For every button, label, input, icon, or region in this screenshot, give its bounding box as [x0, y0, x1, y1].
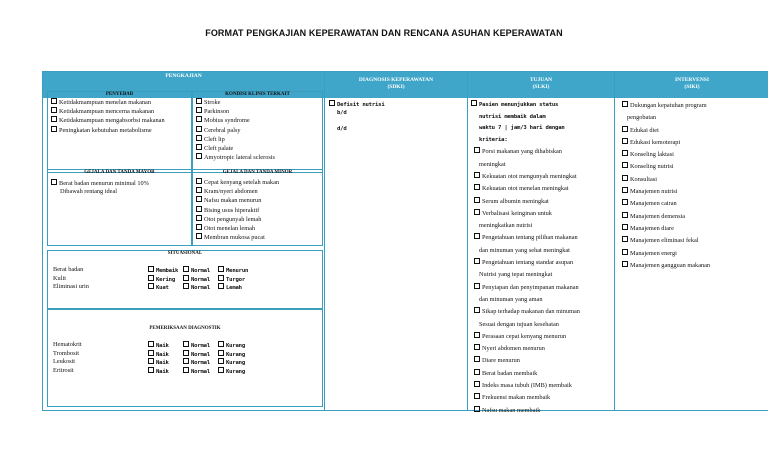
checklist-item: [471, 171, 613, 183]
diagnostik-section: [47, 309, 323, 407]
row-label: Berat badan: [53, 266, 84, 273]
checklist-item: [193, 126, 322, 135]
checklist-item-cont: Sesuai dengan tujuan kesehatan: [479, 320, 559, 328]
checklist-item: [619, 174, 768, 186]
mayor-item: Dibawah rentang ideal: [60, 188, 117, 196]
option-label: Naik: [156, 360, 169, 366]
checklist-item: [619, 125, 768, 137]
option-row: [48, 283, 322, 292]
checklist-item-cont: meningkat: [479, 160, 506, 168]
item-label: Manajemen nutrisi: [630, 188, 678, 196]
checkbox[interactable]: [218, 367, 224, 373]
row-label: Eliminasi urin: [53, 283, 89, 290]
checkbox[interactable]: [474, 381, 480, 387]
checkbox[interactable]: [218, 350, 224, 356]
option-label: Kurang: [226, 368, 246, 375]
header-label: PENGKAJIAN: [165, 73, 202, 79]
checklist-item: [471, 146, 613, 158]
checklist-item: [619, 186, 768, 198]
item-label: Cleft lip: [204, 135, 225, 143]
option-lemah[interactable]: [218, 283, 242, 292]
checkbox[interactable]: [474, 209, 480, 215]
option-label: Kuat: [156, 285, 169, 291]
checklist-item: [193, 116, 322, 125]
checkbox[interactable]: [196, 187, 202, 193]
checkbox[interactable]: [148, 341, 154, 347]
checkbox[interactable]: [51, 116, 57, 122]
checkbox[interactable]: [622, 212, 628, 218]
intervensi-list: [619, 100, 768, 272]
checkbox[interactable]: [148, 283, 154, 289]
kondisi-section: [192, 91, 323, 173]
diagnostik-rows: [48, 341, 322, 375]
checklist-item-cont: pengobatan: [627, 114, 657, 122]
checklist-item: [471, 232, 613, 244]
item-label: Cepat kenyang setelah makan: [204, 179, 280, 186]
item-label: Nyeri abdomen menurun: [482, 345, 545, 353]
tujuan-intro-line: [471, 123, 613, 135]
checkbox[interactable]: [329, 100, 335, 106]
checklist-item: [193, 206, 322, 215]
checkbox[interactable]: [51, 107, 57, 113]
checkbox[interactable]: [183, 341, 189, 347]
checklist-item: [619, 235, 768, 247]
option-row: [48, 350, 322, 359]
checklist-item: [471, 355, 613, 367]
option-label: Normal: [191, 360, 211, 366]
checkbox[interactable]: [196, 224, 202, 230]
item-label: Berat badan membaik: [482, 369, 538, 377]
kondisi-list: [193, 98, 322, 162]
option-kurang[interactable]: [218, 367, 245, 376]
item-label: Bising usus hiperaktif: [204, 206, 260, 214]
checkbox[interactable]: [474, 344, 480, 350]
checkbox[interactable]: [196, 233, 202, 239]
mayor-item: [48, 179, 191, 188]
checklist-item: [619, 248, 768, 260]
section-title: GEJALA DAN TANDA MINOR: [222, 170, 293, 175]
checkbox[interactable]: [474, 369, 480, 375]
situasional-section: [47, 250, 323, 309]
diagnosis-dd: d/d: [337, 126, 347, 133]
item-label: Frekuensi makan membaik: [482, 394, 551, 402]
checklist-item: [471, 380, 613, 392]
checklist-item: [471, 331, 613, 343]
checklist-item: [193, 153, 322, 162]
column-divider: [324, 72, 325, 410]
option-label: Membaik: [156, 268, 179, 274]
checkbox[interactable]: [183, 283, 189, 289]
checklist-item: [193, 224, 322, 233]
option-row: [48, 266, 322, 275]
penyebab-list: [48, 98, 191, 135]
item-label: Ketidakmampuan mengabsorbsi makanan: [59, 117, 165, 125]
item-label: Nafsu makan membaik: [482, 406, 541, 414]
intervensi-column: [619, 100, 768, 272]
item-label: Kekuatan otot mengunyah meningkat: [482, 172, 577, 180]
checkbox[interactable]: [196, 107, 202, 113]
checkbox[interactable]: [474, 258, 480, 264]
checkbox[interactable]: [622, 138, 628, 144]
checkbox[interactable]: [196, 215, 202, 221]
item-label: Dukungan kepatuhan program: [630, 102, 707, 109]
option-label: Normal: [191, 351, 211, 358]
item-label: Ketidakmampuan mencerna makanan: [59, 108, 155, 116]
checkbox[interactable]: [196, 126, 202, 132]
intro-text: waktu 7 | jam/3 hari dengan: [479, 125, 565, 132]
checklist-item: [619, 100, 768, 112]
checkbox[interactable]: [474, 393, 480, 399]
item-label: Diare menurun: [482, 357, 520, 365]
item-label: Otot menelan lemah: [204, 225, 256, 233]
intro-text: Pasien menunjukkan status: [479, 102, 559, 108]
checkbox[interactable]: [474, 197, 480, 203]
row-label: Eritrosit: [53, 366, 74, 374]
column-divider: [614, 72, 615, 410]
option-label: Naik: [156, 343, 169, 349]
checkbox[interactable]: [183, 266, 189, 272]
checklist-item: [193, 107, 322, 116]
checklist-item: [193, 178, 322, 187]
mayor-section: [47, 169, 192, 246]
checklist-item: [48, 126, 191, 135]
option-label: Normal: [191, 343, 211, 349]
checklist-item: [471, 208, 613, 220]
checkbox[interactable]: [622, 187, 628, 193]
checkbox[interactable]: [474, 283, 480, 289]
section-title: KONDISI KLINIS TERKAIT: [225, 92, 290, 97]
checkbox[interactable]: [622, 101, 628, 107]
option-row: [48, 275, 322, 284]
checklist-item: [471, 282, 613, 294]
item-label: Edukasi kemoterapi: [630, 138, 681, 146]
header-tujuan: [468, 72, 614, 98]
option-label: Naik: [156, 368, 169, 375]
item-label: Manajemen diare: [630, 224, 674, 232]
checkbox[interactable]: [196, 135, 202, 141]
diagnosis-bd: b/d: [337, 110, 347, 117]
section-title: GEJALA DAN TANDA MAYOR: [84, 170, 155, 175]
checkbox[interactable]: [471, 100, 477, 106]
row-label: Trombosit: [53, 349, 80, 357]
checkbox[interactable]: [148, 358, 154, 364]
checkbox[interactable]: [622, 175, 628, 181]
checklist-item: [193, 98, 322, 107]
header-diagnosis: [325, 72, 467, 98]
checklist-item: [471, 257, 613, 269]
checkbox[interactable]: [622, 261, 628, 267]
checkbox[interactable]: [218, 266, 224, 272]
section-title: PENYEBAB: [105, 92, 134, 97]
section-title: PEMERIKSAAN DIAGNOSTIK: [149, 326, 221, 331]
item-label: Pengetahuan tentang pilihan makanan: [482, 234, 578, 242]
checkbox[interactable]: [474, 332, 480, 338]
checklist-item-cont: Nutrisi yang tepat meningkat: [479, 271, 553, 279]
mayor-line: Berat badan menurun minimal 10%: [59, 180, 149, 187]
checkbox[interactable]: [51, 126, 57, 132]
checkbox[interactable]: [196, 116, 202, 122]
item-label: Manajemen eliminasi fekal: [630, 237, 699, 245]
checkbox[interactable]: [148, 275, 154, 281]
item-label: Manajemen demensia: [630, 212, 686, 220]
checklist-item: [193, 215, 322, 224]
item-label: Kram/nyeri abdomen: [204, 188, 258, 196]
option-row: [48, 358, 322, 367]
checklist-item: [471, 368, 613, 380]
item-label: Cerebral palsy: [204, 126, 241, 134]
item-label: Ketidakmampuan menelan makanan: [59, 99, 151, 106]
checklist-item: [471, 196, 613, 208]
item-label: Parkinson: [204, 108, 230, 116]
checkbox[interactable]: [474, 307, 480, 313]
checklist-item: [619, 223, 768, 235]
item-label: Kekuatan otot menelan meningkat: [482, 185, 569, 193]
checkbox[interactable]: [474, 356, 480, 362]
item-label: Manajemen gangguan makanan: [630, 261, 711, 269]
checklist-item: [619, 211, 768, 223]
diagnosis-column: [329, 100, 463, 134]
item-label: Manajemen energi: [630, 249, 677, 257]
item-label: Manajemen cairan: [630, 200, 677, 208]
option-normal[interactable]: [183, 283, 210, 292]
item-label: Mobius syndrome: [204, 117, 250, 125]
item-label: Nafsu makan menurun: [204, 197, 262, 205]
header-intervensi: [615, 72, 768, 98]
option-label: Kurang: [226, 343, 246, 349]
row-label: Kulit: [53, 274, 66, 282]
option-normal[interactable]: [183, 367, 210, 376]
checkbox[interactable]: [622, 249, 628, 255]
checklist-item: [193, 144, 322, 153]
checkbox[interactable]: [622, 224, 628, 230]
checklist-item: [619, 198, 768, 210]
checkbox[interactable]: [474, 406, 480, 412]
document-title: FORMAT PENGKAJIAN KEPERAWATAN DAN RENCANA ASUHAN KEPERAWATAN: [205, 28, 563, 38]
option-kuat[interactable]: [148, 283, 169, 292]
checklist-item: [619, 161, 768, 173]
checklist-item: [193, 135, 322, 144]
option-naik[interactable]: [148, 367, 169, 376]
checklist-item-cont: dan minuman yang sehat meningkat: [479, 246, 570, 254]
item-label: Penyiapan dan penyimpanan makanan: [482, 283, 579, 291]
checklist-item: [193, 196, 322, 205]
tujuan-intro: [471, 100, 613, 146]
checkbox[interactable]: [148, 266, 154, 272]
item-label: Sikap terhadap makanan dan minuman: [482, 308, 580, 316]
item-label: Konseling nutrisi: [630, 163, 674, 171]
header-sublabel: (SLKI): [532, 84, 550, 90]
item-label: Pengetahuan tentang standar asupan: [482, 259, 574, 267]
intro-text: kriteria:: [479, 136, 508, 143]
row-label: Hematokrit: [53, 341, 82, 348]
intro-text: nutrisi membaik dalam: [479, 113, 546, 120]
checklist-item-cont: meningkatkan nutrisi: [479, 222, 533, 230]
option-label: Naik: [156, 351, 169, 358]
column-divider: [467, 72, 468, 410]
option-label: Normal: [191, 268, 211, 274]
header-sublabel: (SIKI): [684, 84, 700, 90]
header-label: TUJUAN: [529, 77, 553, 83]
checkbox[interactable]: [474, 172, 480, 178]
checkbox[interactable]: [622, 199, 628, 205]
checklist-item: [471, 405, 613, 417]
option-label: Menurun: [226, 268, 249, 274]
item-label: Indeks masa tubuh (IMB) membaik: [482, 382, 572, 390]
item-label: Konsultasi: [630, 175, 657, 183]
checkbox[interactable]: [474, 147, 480, 153]
tujuan-column: [471, 100, 613, 417]
item-label: Verbalisasi keinginan untuk: [482, 209, 552, 217]
tujuan-intro-line: [471, 135, 613, 147]
minor-section: [192, 169, 323, 246]
diagnosis-line: [329, 100, 463, 109]
checkbox[interactable]: [196, 153, 202, 159]
item-label: Otot pengunyah lemah: [204, 215, 262, 223]
checkbox[interactable]: [474, 184, 480, 190]
option-label: Normal: [191, 368, 211, 375]
checklist-item: [471, 343, 613, 355]
tujuan-intro-line: [471, 112, 613, 124]
diagnosis-text: Defisit nutrisi: [337, 102, 385, 108]
option-label: Kurang: [226, 351, 246, 358]
checkbox[interactable]: [196, 206, 202, 212]
option-row: [48, 341, 322, 350]
item-label: Peningkatan kebutuhan metabolisme: [59, 126, 152, 134]
checklist-item-cont: dan minuman yang aman: [479, 295, 543, 303]
checkbox[interactable]: [196, 178, 202, 184]
item-label: Perasaan cepat kenyang menurun: [482, 332, 567, 340]
checkbox[interactable]: [196, 98, 202, 104]
item-label: Porsi makanan yang dihabiskan: [482, 148, 562, 156]
checklist-item: [471, 306, 613, 318]
option-label: Kurang: [226, 360, 246, 366]
checkbox[interactable]: [183, 275, 189, 281]
item-label: Stroke: [204, 99, 221, 106]
checkbox[interactable]: [196, 196, 202, 202]
checklist-item: [471, 183, 613, 195]
checklist-item: [619, 137, 768, 149]
checkbox[interactable]: [183, 358, 189, 364]
minor-list: [193, 178, 322, 242]
checkbox[interactable]: [183, 350, 189, 356]
checkbox[interactable]: [622, 162, 628, 168]
checkbox[interactable]: [218, 275, 224, 281]
item-label: Konseling laktasi: [630, 151, 674, 159]
checklist-item: [619, 260, 768, 272]
option-label: Normal: [191, 285, 211, 291]
header-sublabel: (SDKI): [387, 84, 405, 90]
option-label: Turgor: [226, 276, 246, 283]
item-label: Membran mukosa pucat: [204, 234, 265, 242]
row-label: Leukosit: [53, 358, 76, 365]
checkbox[interactable]: [148, 367, 154, 373]
checkbox[interactable]: [183, 367, 189, 373]
option-label: Lemah: [226, 285, 242, 291]
checkbox[interactable]: [148, 350, 154, 356]
checklist-item: [48, 107, 191, 116]
checklist-item: [193, 187, 322, 196]
checkbox[interactable]: [622, 126, 628, 132]
assessment-table: [42, 71, 768, 414]
checkbox[interactable]: [51, 98, 57, 104]
option-label: Kering: [156, 276, 176, 283]
checkbox[interactable]: [196, 144, 202, 150]
tujuan-list: [471, 146, 613, 417]
item-label: Amyotropic lateral sclerosis: [204, 154, 275, 162]
header-label: DIAGNOSIS KEPERAWATAN: [358, 77, 434, 83]
checkbox[interactable]: [622, 150, 628, 156]
item-label: Serum albumin meningkat: [482, 197, 549, 205]
checklist-item: [193, 233, 322, 242]
checkbox[interactable]: [51, 179, 57, 185]
item-label: Cleft palate: [204, 145, 234, 153]
checklist-item: [48, 98, 191, 107]
header-label: INTERVENSI: [674, 77, 710, 83]
checkbox[interactable]: [218, 283, 224, 289]
checkbox[interactable]: [622, 236, 628, 242]
checklist-item: [48, 116, 191, 125]
situasional-rows: [48, 266, 322, 292]
option-row: [48, 367, 322, 376]
checkbox[interactable]: [218, 341, 224, 347]
option-label: Normal: [191, 276, 211, 283]
section-title: SITUASIONAL: [167, 251, 203, 256]
item-label: Edukai diet: [630, 126, 659, 134]
checkbox[interactable]: [474, 233, 480, 239]
penyebab-section: [47, 91, 192, 173]
checklist-item: [619, 149, 768, 161]
tujuan-intro-line: [471, 100, 613, 112]
checklist-item: [471, 392, 613, 404]
checkbox[interactable]: [218, 358, 224, 364]
